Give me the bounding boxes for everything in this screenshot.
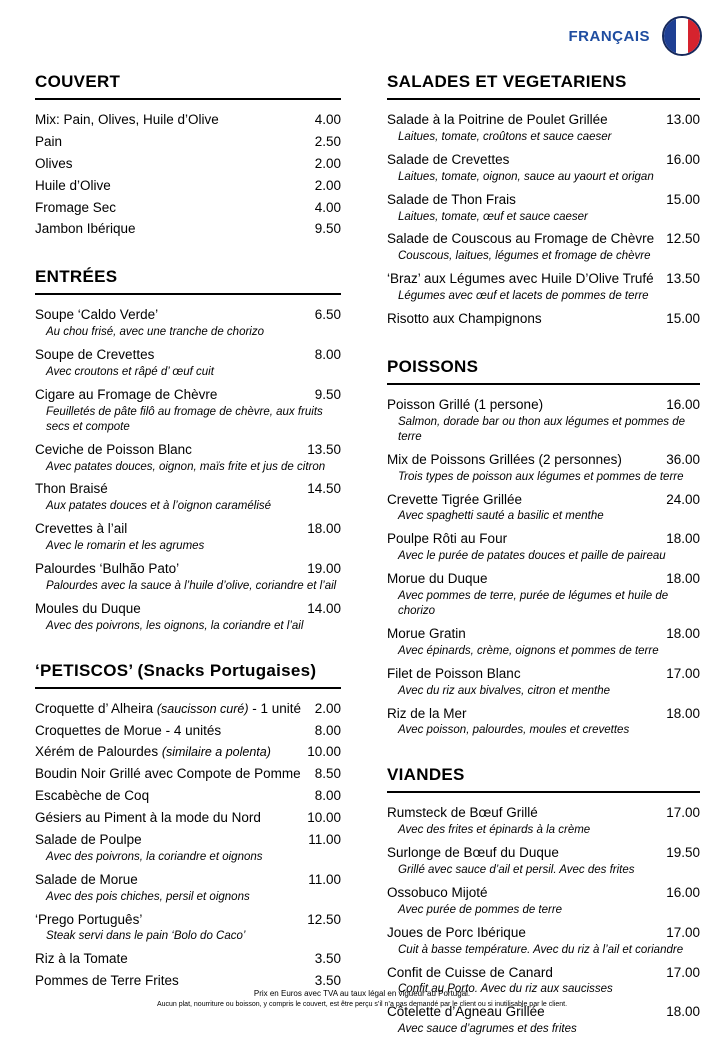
item-name: Ceviche de Poisson Blanc — [35, 441, 192, 457]
item-description: Salmon, dorade bar ou thon aux légumes et pommes de terre — [398, 415, 686, 443]
menu-section-petiscos-snacks-portugaises — [35, 661, 341, 992]
item-name: Confit de Cuisse de Canard — [387, 964, 553, 980]
menu-section-poissons — [387, 357, 700, 738]
menu-item — [35, 131, 341, 153]
item-description: Laitues, tomate, croûtons et sauce caeser — [398, 130, 612, 143]
item-description: Grillé avec sauce d’ail et persil. Avec des frites — [398, 864, 635, 876]
item-price: 18.00 — [666, 531, 700, 547]
menu-item — [387, 623, 700, 659]
menu-item — [387, 149, 700, 185]
item-description: Avec épinards, crème, oignons et pommes de terre — [398, 644, 659, 657]
item-price: 13.50 — [307, 441, 341, 457]
footer-tax-note: Prix en Euros avec TVA au taux légal en vigueur au Portugal. — [253, 988, 471, 998]
menu-item — [35, 763, 341, 785]
item-description: Palourdes avec la sauce à l’huile d’olive, coriandre et l’ail — [46, 579, 337, 592]
item-name: Salade de Morue — [35, 871, 138, 887]
item-name: Escabèche de Coq — [35, 788, 150, 804]
menu-item — [35, 598, 341, 634]
item-price: 19.50 — [666, 845, 700, 861]
item-name: Soupe ‘Caldo Verde’ — [35, 307, 159, 323]
item-name: Pommes de Terre Frites — [35, 973, 179, 989]
item-price: 36.00 — [666, 451, 700, 467]
item-name: Boudin Noir Grillé avec Compote de Pomme — [35, 766, 301, 782]
item-price: 6.50 — [314, 307, 341, 323]
item-price: 13.00 — [666, 112, 700, 127]
menu-section-salades-et-vegetariens — [387, 72, 700, 330]
menu-item — [387, 449, 700, 485]
item-name: ‘Braz’ aux Légumes avec Huile D’Olive Trufé — [387, 271, 654, 287]
item-description: Avec du riz aux bivalves, citron et menthe — [398, 684, 611, 697]
item-description: Steak servi dans le pain ‘Bolo do Caco’ — [46, 930, 246, 943]
item-price: 10.00 — [307, 744, 341, 760]
item-price: 18.00 — [666, 625, 700, 641]
menu-item — [387, 922, 700, 958]
item-name: Mix: Pain, Olives, Huile d’Olive — [35, 112, 219, 127]
item-description: Couscous, laitues, légumes et fromage de chèvre — [398, 250, 651, 263]
item-price: 3.50 — [314, 951, 341, 967]
item-price: 19.00 — [307, 561, 341, 577]
menu-footer — [0, 988, 724, 1011]
item-price: 15.00 — [666, 311, 700, 327]
item-name: Crevettes à l’ail — [35, 521, 128, 537]
item-price: 12.50 — [307, 911, 341, 927]
menu-item — [35, 558, 341, 594]
item-name: Gésiers au Piment à la mode du Nord — [35, 810, 261, 826]
item-name: Salade de Thon Frais — [387, 191, 516, 207]
menu-item — [35, 304, 341, 340]
item-name: Morue du Duque — [387, 571, 488, 587]
menu-item — [387, 228, 700, 264]
item-name: Côtelette d’Agneau Grillée — [387, 1004, 545, 1020]
item-description: Confit au Porto. Avec du riz aux saucisses — [398, 983, 613, 996]
item-name: Riz de la Mer — [387, 705, 467, 721]
item-name: Risotto aux Champignons — [387, 311, 542, 327]
menu-item — [35, 344, 341, 380]
item-name: Palourdes ‘Bulhão Pato’ — [35, 561, 180, 577]
menu-item — [35, 384, 341, 435]
menu-item — [387, 663, 700, 699]
menu-item — [35, 439, 341, 475]
item-description: Avec le romarin et les agrumes — [46, 540, 205, 553]
item-price: 2.00 — [314, 700, 341, 716]
item-price: 18.00 — [666, 705, 700, 721]
item-price: 24.00 — [666, 491, 700, 507]
section-title: SALADES ET VEGETARIENS — [387, 72, 700, 100]
item-price: 8.00 — [314, 788, 341, 804]
item-description: Avec des frites et épinards à la crème — [398, 824, 591, 837]
item-description: Avec des pois chiches, persil et oignons — [46, 890, 250, 903]
french-flag-icon — [662, 16, 702, 56]
item-price: 17.00 — [666, 964, 700, 980]
item-description: Avec spaghetti sauté a basilic et menthe — [398, 510, 604, 523]
menu-item — [387, 268, 700, 304]
item-name: Jambon Ibérique — [35, 221, 136, 237]
item-name: Croquettes de Morue - 4 unités — [35, 722, 222, 738]
menu-item — [387, 568, 700, 619]
menu-section-couvert — [35, 72, 341, 240]
item-description: Trois types de poisson aux légumes et pommes de terre — [398, 470, 684, 483]
item-price: 16.00 — [666, 151, 700, 167]
item-name: Crevette Tigrée Grillée — [387, 491, 523, 507]
item-description: Avec croutons et râpé d’ œuf cuit — [46, 365, 214, 378]
item-description: Avec des poivrons, les oignons, la coriandre et l’ail — [46, 619, 304, 632]
menu-item — [387, 802, 700, 838]
item-price: 13.50 — [666, 271, 700, 287]
item-price: 4.00 — [314, 199, 341, 215]
item-name: Poisson Grillé (1 persone) — [387, 396, 544, 412]
item-name: Olives — [35, 155, 73, 171]
menu-item — [387, 308, 700, 330]
menu-item — [387, 703, 700, 739]
item-name: Huile d’Olive — [35, 177, 111, 193]
item-name: Riz à la Tomate — [35, 951, 128, 967]
menu-item — [387, 109, 700, 145]
item-name: Ossobuco Mijoté — [387, 884, 488, 900]
item-name: Pain — [35, 133, 63, 149]
menu-item — [35, 197, 341, 219]
menu-item — [35, 153, 341, 175]
language-label: FRANÇAIS — [568, 27, 650, 45]
menu-item — [35, 829, 341, 865]
menu-item — [35, 807, 341, 829]
item-price: 14.00 — [307, 600, 341, 616]
item-price: 17.00 — [666, 665, 700, 681]
menu-item — [387, 528, 700, 564]
item-name: Joues de Porc Ibérique — [387, 924, 526, 940]
item-price: 11.00 — [308, 871, 341, 887]
menu-item — [387, 189, 700, 225]
item-price: 8.00 — [314, 722, 341, 738]
item-name: Salade à la Poitrine de Poulet Grillée — [387, 112, 608, 127]
item-name: Mix de Poissons Grillées (2 personnes) — [387, 451, 622, 467]
item-description: Avec purée de pommes de terre — [398, 903, 563, 916]
item-name: Croquette d’ Alheira (saucisson curé) - 1 unité — [35, 700, 302, 716]
section-title: ‘PETISCOS’ (Snacks Portugaises) — [35, 661, 341, 689]
item-description: Avec sauce d’agrumes et des frites — [398, 1023, 577, 1036]
item-price: 12.50 — [666, 231, 700, 247]
item-description: Feuilletés de pâte filô au fromage de chèvre, aux fruits secs et compote — [46, 405, 323, 433]
item-price: 8.50 — [314, 766, 341, 782]
menu-item — [387, 882, 700, 918]
item-description: Aux patates douces et à l’oignon caramélisé — [46, 500, 272, 513]
item-name: Salade de Poulpe — [35, 831, 142, 847]
section-title: POISSONS — [387, 357, 700, 385]
section-title: COUVERT — [35, 72, 341, 100]
item-description: Avec des poivrons, la coriandre et oignons — [46, 850, 263, 863]
menu-item — [387, 489, 700, 525]
menu-item — [35, 698, 341, 720]
menu-item — [387, 394, 700, 445]
item-description: Avec le purée de patates douces et paille de paireau — [398, 550, 666, 563]
item-price: 17.00 — [666, 805, 700, 821]
menu-item — [35, 518, 341, 554]
item-name: Soupe de Crevettes — [35, 347, 155, 363]
menu-content — [35, 72, 700, 1041]
item-price: 18.00 — [666, 571, 700, 587]
menu-item — [387, 842, 700, 878]
menu-column-2 — [387, 72, 700, 1041]
item-price: 16.00 — [666, 396, 700, 412]
item-price: 11.00 — [308, 831, 341, 847]
item-name: Salade de Crevettes — [387, 151, 510, 167]
item-price: 15.00 — [666, 191, 700, 207]
item-description: Avec poisson, palourdes, moules et crevettes — [398, 724, 630, 737]
menu-item — [35, 478, 341, 514]
item-description: Avec pommes de terre, purée de légumes et huile de chorizo — [398, 590, 669, 617]
menu-item — [35, 869, 341, 905]
item-description: Légumes avec œuf et lacets de pommes de terre — [398, 290, 649, 303]
item-price: 3.50 — [314, 973, 341, 989]
item-price: 9.50 — [314, 221, 341, 237]
item-price: 2.00 — [314, 177, 341, 193]
item-name: Surlonge de Bœuf du Duque — [387, 845, 559, 861]
item-name: Xérém de Palourdes (similaire a polenta) — [35, 744, 271, 760]
item-description: Laitues, tomate, œuf et sauce caeser — [398, 210, 588, 223]
item-price: 18.00 — [666, 1004, 700, 1020]
item-name: Moules du Duque — [35, 600, 141, 616]
item-price: 2.50 — [314, 133, 341, 149]
item-name: Filet de Poisson Blanc — [387, 665, 521, 681]
item-price: 4.00 — [314, 112, 341, 127]
item-price: 14.50 — [307, 481, 341, 497]
section-title: ENTRÉES — [35, 267, 341, 295]
item-description: Au chou frisé, avec une tranche de chorizo — [46, 326, 264, 339]
section-title: VIANDES — [387, 765, 700, 793]
item-price: 16.00 — [666, 884, 700, 900]
menu-item — [35, 741, 341, 763]
item-name: Salade de Couscous au Fromage de Chèvre — [387, 231, 655, 247]
menu-item — [35, 218, 341, 240]
item-price: 2.00 — [314, 155, 341, 171]
item-name: Morue Gratin — [387, 625, 466, 641]
item-price: 10.00 — [307, 810, 341, 826]
menu-item — [35, 785, 341, 807]
item-price: 9.50 — [314, 386, 341, 402]
item-price: 17.00 — [666, 924, 700, 940]
menu-item — [35, 720, 341, 742]
item-name: Rumsteck de Bœuf Grillé — [387, 805, 538, 821]
item-description: Cuit à basse température. Avec du riz à l’ail et coriandre — [398, 943, 684, 956]
item-name: Fromage Sec — [35, 199, 117, 215]
item-description: Laitues, tomate, oignon, sauce au yaourt et origan — [398, 170, 654, 183]
menu-column-1 — [35, 72, 341, 1041]
item-name: ‘Prego Português’ — [35, 911, 143, 927]
menu-item — [35, 109, 341, 131]
item-name: Thon Braisé — [35, 481, 108, 497]
menu-section-entr-es — [35, 267, 341, 633]
menu-item — [35, 948, 341, 970]
footer-legal-note: Aucun plat, nourriture ou boisson, y compris le couvert, est être perçu s’il n’a pas demandé par le client ou si inutilisable par le client. — [156, 1001, 568, 1009]
item-description: Avec patates douces, oignon, maïs frite et jus de citron — [46, 460, 326, 473]
menu-item — [35, 909, 341, 945]
item-name: Poulpe Rôti au Four — [387, 531, 508, 547]
item-name: Cigare au Fromage de Chèvre — [35, 386, 218, 402]
item-price: 18.00 — [307, 521, 341, 537]
item-price: 8.00 — [314, 347, 341, 363]
language-selector[interactable] — [569, 16, 703, 56]
menu-item — [35, 175, 341, 197]
